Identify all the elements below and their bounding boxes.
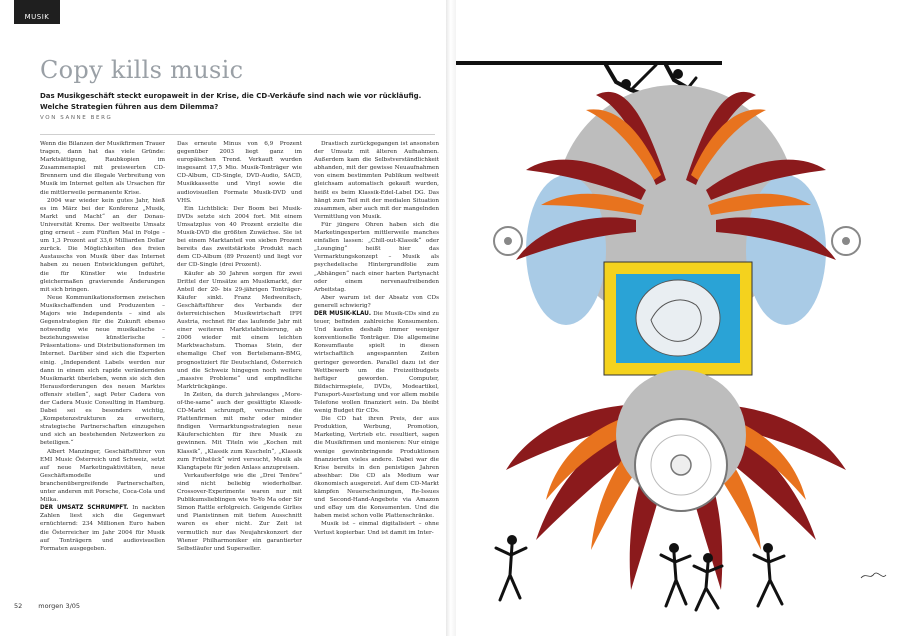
hanging-bar xyxy=(456,61,722,65)
paragraph: Musik ist – einmal digitalisiert – ohne Verlust kopierbar. Und ist damit im Inter- xyxy=(314,521,439,536)
paragraph xyxy=(314,310,439,415)
subheading: DER MUSIK-KLAU. xyxy=(314,310,372,317)
illustration xyxy=(456,0,900,636)
article-title: Copy kills music xyxy=(40,56,244,84)
magazine-issue: morgen 3/05 xyxy=(38,602,81,610)
paragraph: Ein Lichtblick: Der Boom bei Musik-DVDs setzte sich 2004 fort. Mit einem Umsatzplus von 40 Prozent erzielte die Musik-DVD die größten Zuwächse. Sie ist bei einem Marktanteil von sieben Prozent bereits das zweitstärkste Produkt nach dem CD-Album (89 Prozent) und liegt vor der CD-Single (drei Prozent). xyxy=(177,205,302,269)
medallion xyxy=(636,280,720,356)
dancing-figure xyxy=(754,543,784,606)
paragraph: Die CD hat ihren Preis, der aus Produktion, Werbung, Promotion, Marketing, Vertrieb etc. resultiert, sagen die Musikfirmen und monieren: Nur einige wenige gewinnbringende Produktionen finanzierten vieles andere. Dabei war die Krise bereits in den penistigen Jahren absehbar: Die CD als Medium war ökonomisch ausgereizt. Auf dem CD-Markt kämpfen Neuerscheinungen, Re-Issues und Second-Hand-Angebote via Amazon und eBay um die Konsumenten. Und die haben meist schon volle Plattenschränke. xyxy=(314,416,439,520)
paragraph: Albert Manzinger, Geschäftsführer von EMI Music Österreich und Schweiz, setzt auf neue Marketingaktivitäten, neue Geschäftsmodelle und branchenübergreifende Partnerschaften, unter anderen mit Porsche, Coca-Cola und Milka. xyxy=(40,448,165,504)
divider xyxy=(40,134,435,135)
cd-icon xyxy=(635,419,727,511)
article-lede: Das Musikgeschäft steckt europaweit in der Krise, die CD-Verkäufe sind nach wie vor rückläufig. Welche Strategien führen aus dem Dilemma? xyxy=(40,92,422,111)
paragraph: Drastisch zurückgegangen ist ansonsten der Umsatz mit älteren Aufnahmen. Außerdem kam die Selbstverständlichkeit abhanden, mit der gewisse Neuaufnahmen von einem bestimmten Publikum weltweit gleichsam automatisch gekauft wurden, heißt es beim Klassik-Edel-Label DG. Das hängt zum Teil mit der medialen Situation zusammen, aber auch mit der mangelnden Vermittlung von Musik. xyxy=(314,141,439,220)
page-footer xyxy=(14,602,80,610)
text-column-2 xyxy=(177,140,302,572)
artist-signature xyxy=(861,573,886,578)
text-column-3 xyxy=(314,140,439,596)
paragraph: Das erneute Minus von 6,9 Prozent gegenüber 2003 liegt ganz im europäischen Trend. Verkauft wurden insgesamt 17,5 Mio. Musik-Tonträger wie CD-Album, CD-Single, DVD-Audio, SACD, Musikkassette und Vinyl sowie die audiovisuellen Formate Musik-DVD und VHS. xyxy=(177,141,302,204)
paragraph: Neue Kommunikationsformen zwischen Musikschaffenden und Produzenten – Majors wie Independents – sind als Gegenstrategien für die Zukunft ebenso notwendig wie neue musikalische – beziehungsweise künstlerische – Präsentations- und Distributionsformen im Internet. Darüber sind sich die Experten einig. „Independent Labels werden nur dann in einem sich rapide verändernden Musikmarkt überleben, wenn sie sich den Herausforderungen des neuen Marktes offensiv stellen“, sagt Peter Cadera von der Cadera Music Consulting in Hamburg. Dabei sei es besonders wichtig, „Kompetenzstrukturen zu erweitern, strategische Partnerschaften einzugehen und sich an bestehenden Netzwerken zu beteiligen.“ xyxy=(40,294,165,447)
dancing-figure xyxy=(496,535,526,600)
paragraph: Für jüngere Ohren haben sich die Marketingexperten mittlerweile manches einfallen lassen: „Chill-out-Klassik“ oder „Lounging“ heißt hier das Vermarktungskonzept – Musik als psychedelische Hintergrundfolie zum „Abhängen“ nach einer harten Partynacht oder einem nervenaufreibenden Arbeitstag. xyxy=(314,221,439,293)
small-disc xyxy=(494,227,522,255)
paragraph: Wenn die Bilanzen der Musikfirmen Trauer tragen, dann hat das viele Gründe: Marktsättigung, Raubkopien im Zusammenspiel mit preiswerten CD-Brennern und die illegale Verbreitung von Musik im Internet gelten als Ursachen für die mittlerweile permanente Krise. xyxy=(40,141,165,196)
paragraph: Verkaufserfolge wie die „Drei Tenöre“ sind nicht beliebig wiederholbar. Crossover-Experimente waren nur mit Publikumslieblingen wie Yo-Yo Ma oder Sir Simon Rattle erfolgreich. Geigende Girlies und Pianistinnen mit tiefem Ausschnitt waren es eher nicht. Zur Zeit ist vermutlich nur das Neujahrskonzert der Wiener Philharmoniker ein garantierter Selbstläufer und Superseller. xyxy=(177,472,302,552)
article-byline: VON SANNE BERG xyxy=(40,115,113,121)
subheading: DER UMSATZ SCHRUMPFT. xyxy=(40,505,129,512)
paragraph: Käufer ab 30 Jahren sorgen für zwei Drittel der Umsätze am Musikmarkt, der Anteil der 20- bis 29-jährigen Tonträger-Käufer sinkt. Franz Medwenitsch, Geschäftsführer des Verbands der österreichischen Musikwirtschaft IFPI Austria, rechnet für das laufende Jahr mit einer weiteren Marktstabilisierung, ab 2006 wieder mit einem leichten Marktwachstum. Thomas Stein, der ehemalige Chef von Bertelsmann-BMG, prognostiziert für Deutschland, Österreich und die Schweiz hingegen noch weitere „massive Probleme“ und empfindliche Marktrückgänge. xyxy=(177,270,302,390)
paragraph: In Zeiten, da durch jahrelanges „More-of-the-same“ auch der gesättigte Klassik-CD-Markt schrumpft, versuchen die Plattenfirmen mit mehr oder minder findigen Vermarktungsstrategien neue Käuferschichten für ihre Musik zu gewinnen. Mit Titeln wie „Kochen mit Klassik“, „Klassik zum Kuscheln“, „Klassik zum Frühstück“ wird versucht, Musik als Klangtapete für jeden Anlass anzupreisen. xyxy=(177,391,302,471)
dancing-figure xyxy=(661,543,690,606)
page-gutter xyxy=(446,0,456,636)
paragraph-text: Die Musik-CDs sind zu teuer, befinden zahlreiche Konsumenten. Und kaufen deshalb immer weniger konventionelle Tonträger. Die allgemeine Konsumflaute spielt in diesen wirtschaftlich angespannten Zeiten geringer geworden. Parallel dazu ist der Wettbewerb um die Freizeitbudgets heftiger geworden. Computer, Bildschirmspiele, DVDs, Modeartikel, Funsport-Ausrüstung und vor allem mobile Telefone wollen finanziert sein. Da bleibt wenig Budget für CDs. xyxy=(314,310,439,415)
small-disc xyxy=(832,227,860,255)
page-number: 52 xyxy=(14,602,23,610)
section-tab: MUSIK xyxy=(14,0,60,24)
paragraph xyxy=(40,504,165,553)
paragraph-text: In nackten Zahlen liest sich die Gegenwart ernüchternd: 234 Millionen Euro haben die Österreicher im Jahr 2004 für Musik auf Tonträgern und audiovisuellen Formaten ausgegeben. xyxy=(40,505,166,552)
text-column-1 xyxy=(40,140,165,572)
paragraph: 2004 war wieder kein gutes Jahr, hieß es im März bei der Konferenz „Musik, Markt und Macht“ an der Donau-Universität Krems. Der weltweite Umsatz ging erneut – zum Fünften Mal in Folge – um 1,3 Prozent auf 33,6 Milliarden Dollar zurück. Die Möglichkeiten des freien Austauschs von Musik über das Internet haben zu neuen Entwicklungen geführt, die für Künstler wie Industrie gleichermaßen gravierende Änderungen mit sich bringen. xyxy=(40,197,165,293)
paragraph: Aber warum ist der Absatz von CDs generell schwierig? xyxy=(314,294,439,309)
